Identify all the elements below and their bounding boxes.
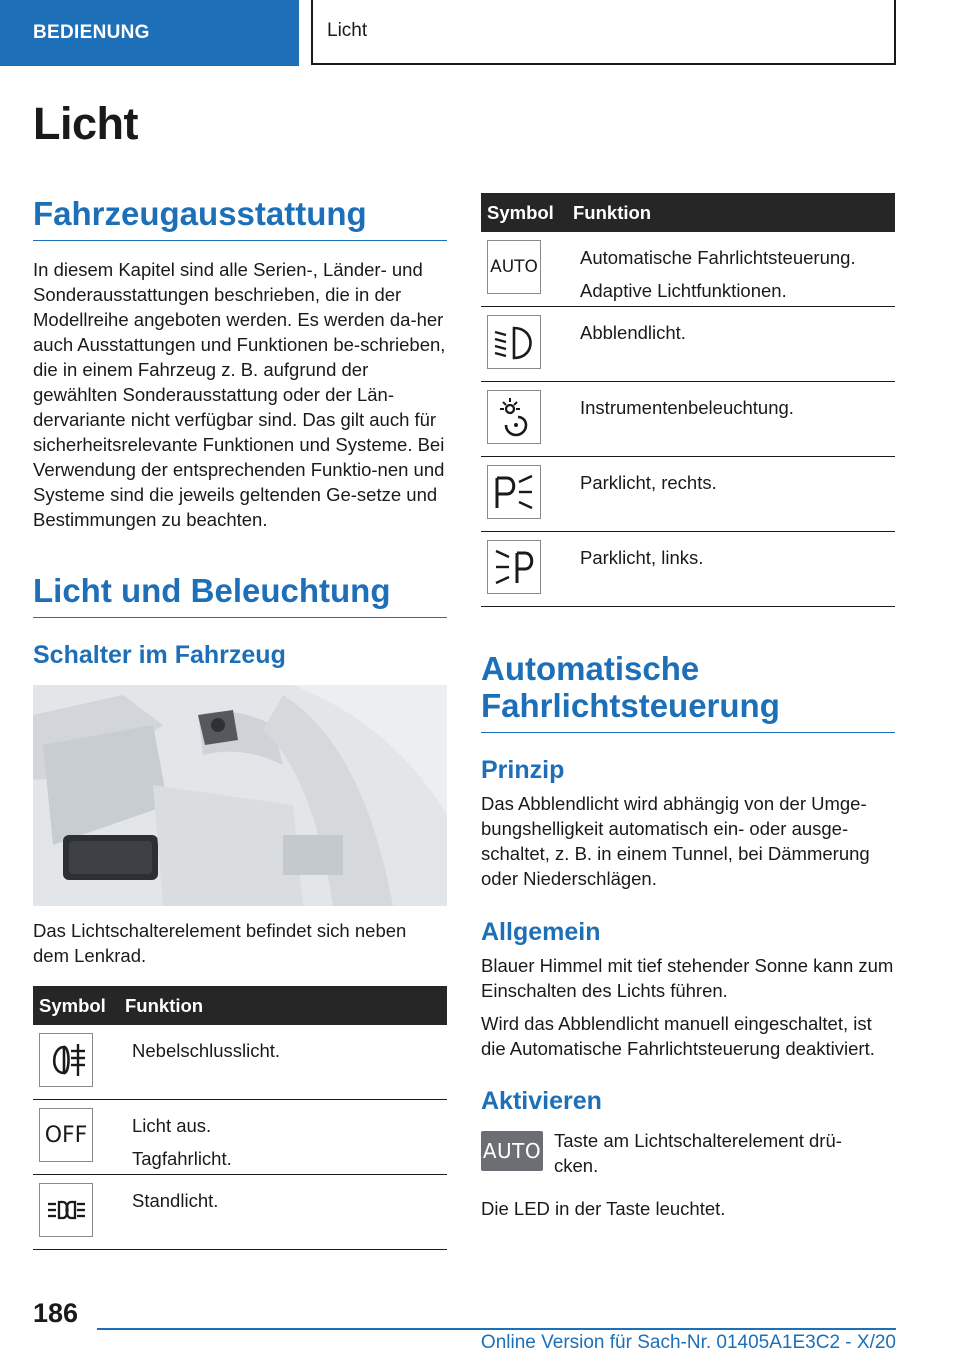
row-text: Parklicht, rechts. — [580, 472, 717, 493]
allgemein-text-2: Wird das Abblendlicht manuell eingeschaltet, ist die Automatische Fahrlichtsteuerung deaktiviert. — [481, 1013, 875, 1059]
table-row — [481, 382, 895, 457]
col-symbol: Symbol — [39, 994, 106, 1016]
parking-light-left-icon — [487, 540, 541, 594]
table-row — [481, 532, 895, 607]
row-text: Automatische Fahrlichtsteuerung. — [580, 247, 856, 268]
table-row — [481, 232, 895, 307]
heading-aktivieren: Aktivieren — [481, 1087, 602, 1115]
col-funktion: Funktion — [573, 201, 652, 223]
allgemein-text-1: Blauer Himmel mit tief stehender Sonne kann zum Einschalten des Lichts führen. — [481, 955, 894, 1001]
table-row — [33, 1100, 447, 1175]
prinzip-text: Das Abblendlicht wird abhängig von der Umge-bungshelligkeit automatisch ein- oder ausge-schaltet, z. B. in einem Tunnel, bei Dämmerung oder Niederschlägen. — [481, 793, 870, 889]
low-beam-icon — [487, 315, 541, 369]
topic-tab: Licht — [311, 0, 896, 65]
table-header — [33, 986, 447, 1025]
aktivieren-text: Taste am Lichtschalterelement drü-cken. — [554, 1130, 842, 1176]
row-text: Tagfahrlicht. — [132, 1148, 232, 1169]
row-text: Licht aus. — [132, 1115, 212, 1136]
fog-light-icon — [39, 1033, 93, 1087]
heading-fahrzeugausstattung: Fahrzeugausstattung — [33, 195, 447, 241]
page-title: Licht — [33, 98, 138, 149]
row-text: Instrumentenbeleuchtung. — [580, 397, 794, 418]
col-funktion: Funktion — [125, 994, 204, 1016]
light-switch-photo — [33, 685, 447, 906]
heading-prinzip: Prinzip — [481, 756, 565, 784]
row-text: Adaptive Lichtfunktionen. — [580, 280, 787, 301]
heading-allgemein: Allgemein — [481, 918, 601, 946]
footer-version: Online Version für Sach-Nr. 01405A1E3C2 - X/20 — [480, 1332, 896, 1353]
symbol-table-left — [33, 986, 447, 1250]
footer-divider — [97, 1328, 896, 1330]
row-text: Abblendlicht. — [580, 322, 686, 343]
heading-schalter: Schalter im Fahrzeug — [33, 641, 286, 669]
row-text: Parklicht, links. — [580, 547, 704, 568]
heading-automatische-fahrlichtsteuerung: Automatische Fahrlichtsteuerung — [481, 650, 895, 733]
auto-button-icon: AUTO — [481, 1131, 543, 1171]
fahrzeugausstattung-text: In diesem Kapitel sind alle Serien-, Länder- und Sonderausstattungen beschrieben, die in der Modellreihe angeboten werden. Es werden da-her auch Ausstattungen und Funktionen be-schrieben, die in einem Fahrzeug z. B. aufgrund der gewählten Sonderausstattung oder der Län-dervariante nicht verfügbar sind. Das gilt auch für sicherheitsrelevante Funktionen und Systeme. Bei Verwendung der entsprechenden Funktio-nen und Systeme sind die jeweils geltenden Ge-setze und Bestimmungen zu beachten. — [33, 259, 446, 530]
page-number: 186 — [33, 1298, 79, 1328]
auto-icon: AUTO — [487, 240, 541, 294]
table-row — [33, 1025, 447, 1100]
section-tab: BEDIENUNG — [0, 0, 299, 66]
col-symbol: Symbol — [487, 201, 554, 223]
led-text: Die LED in der Taste leuchtet. — [481, 1198, 726, 1219]
instrument-lighting-icon — [487, 390, 541, 444]
row-text: Nebelschlusslicht. — [132, 1040, 281, 1061]
table-row — [481, 307, 895, 382]
parking-light-right-icon — [487, 465, 541, 519]
side-light-icon — [39, 1183, 93, 1237]
symbol-table-right — [481, 193, 895, 607]
table-header — [481, 193, 895, 232]
row-text: Standlicht. — [132, 1190, 219, 1211]
switch-caption: Das Lichtschalterelement befindet sich neben dem Lenkrad. — [33, 920, 407, 966]
table-row — [33, 1175, 447, 1250]
heading-licht-und-beleuchtung: Licht und Beleuchtung — [33, 572, 447, 618]
page-header — [0, 0, 960, 66]
table-row — [481, 457, 895, 532]
off-icon: OFF — [39, 1108, 93, 1162]
